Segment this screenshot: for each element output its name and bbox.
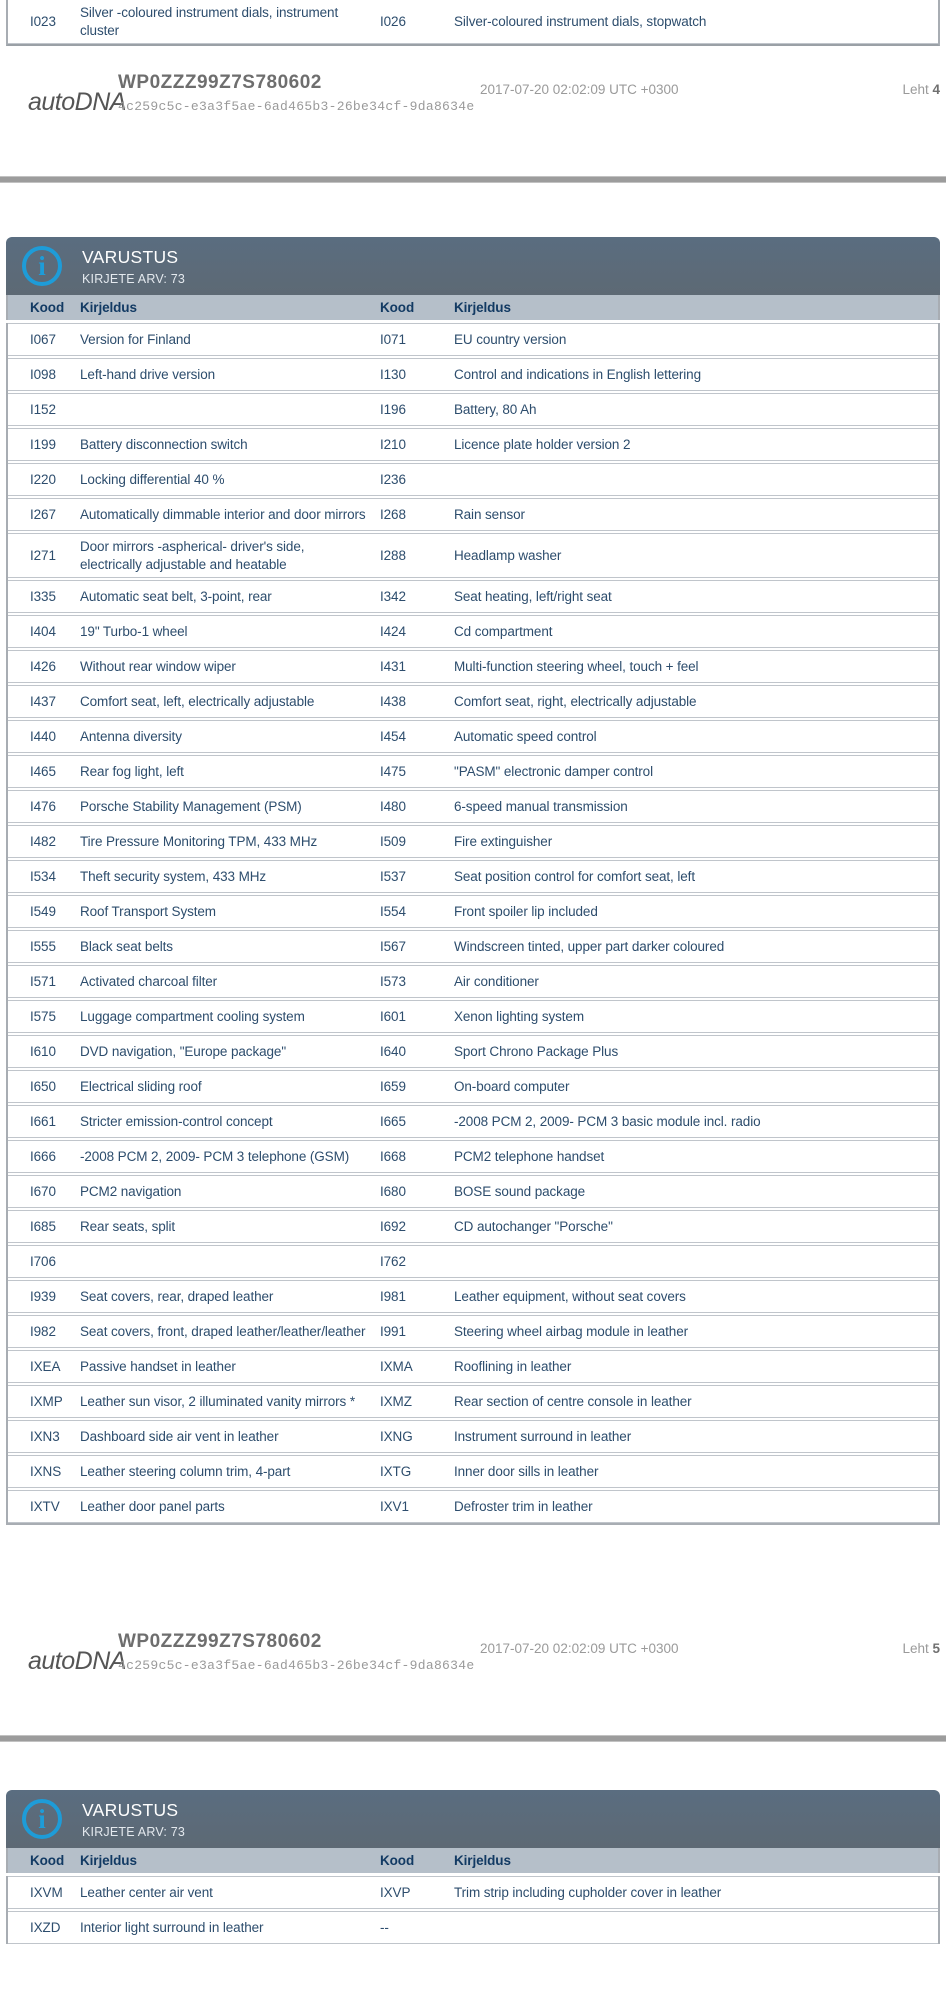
code-cell: I610 <box>30 1043 56 1059</box>
code-cell: I939 <box>30 1288 56 1304</box>
code-cell: IXTV <box>30 1498 60 1514</box>
table-row <box>8 1420 938 1453</box>
description-cell: -2008 PCM 2, 2009- PCM 3 basic module incl. radio <box>454 1113 761 1129</box>
code-cell: I220 <box>30 471 56 487</box>
table-row <box>8 1350 938 1383</box>
table-row <box>8 428 938 461</box>
code-cell: I659 <box>380 1078 406 1094</box>
code-cell: I685 <box>30 1218 56 1234</box>
report-hash: 4c259c5c-e3a3f5ae-6ad465b3-26be34cf-9da8634e <box>118 1658 475 1674</box>
description-cell: Rooflining in leather <box>454 1358 572 1374</box>
table-row <box>8 1315 938 1348</box>
code-cell: I271 <box>30 547 56 563</box>
table-row <box>8 1455 938 1488</box>
table-row <box>8 580 938 613</box>
table-row <box>8 1070 938 1103</box>
code-cell: IXV1 <box>380 1498 409 1514</box>
description-cell: Comfort seat, right, electrically adjustable <box>454 693 697 709</box>
description-cell: PCM2 telephone handset <box>454 1148 605 1164</box>
code-cell: IXNG <box>380 1428 413 1444</box>
code-cell: I668 <box>380 1148 406 1164</box>
section-title: VARUSTUS <box>82 1799 179 1820</box>
equipment-table <box>6 1876 940 1944</box>
code-cell: I152 <box>30 401 56 417</box>
description-cell: Without rear window wiper <box>80 658 236 674</box>
description-cell: CD autochanger "Porsche" <box>454 1218 613 1234</box>
column-header-kood: Kood <box>30 1852 65 1868</box>
description-cell: Automatically dimmable interior and door mirrors <box>80 506 366 522</box>
code-cell: IXMP <box>30 1393 63 1409</box>
code-cell: I210 <box>380 436 406 452</box>
equipment-table <box>6 323 940 1525</box>
description-cell: Fire extinguisher <box>454 833 553 849</box>
code-cell: I067 <box>30 331 56 347</box>
description-cell: Seat covers, front, draped leather/leather/leather <box>80 1323 366 1339</box>
code-cell: I071 <box>380 331 406 347</box>
autodna-logo: autoDNA <box>28 88 126 117</box>
table-row <box>8 1175 938 1208</box>
code-cell: I680 <box>380 1183 406 1199</box>
code-cell: IXEA <box>30 1358 61 1374</box>
code-cell: I465 <box>30 763 56 779</box>
description-cell: EU country version <box>454 331 567 347</box>
description-cell: Luggage compartment cooling system <box>80 1008 305 1024</box>
table-row <box>8 533 938 578</box>
vin-block <box>118 1631 474 1673</box>
code-cell: I573 <box>380 973 406 989</box>
description-cell: DVD navigation, "Europe package" <box>80 1043 287 1059</box>
description-cell: Passive handset in leather <box>80 1358 236 1374</box>
code-cell: I692 <box>380 1218 406 1234</box>
table-row <box>8 615 938 648</box>
description-cell: Left-hand drive version <box>80 366 216 382</box>
code-cell: I991 <box>380 1323 406 1339</box>
code-cell: I196 <box>380 401 406 417</box>
code-cell: I342 <box>380 588 406 604</box>
table-row <box>8 463 938 496</box>
code-cell: I199 <box>30 436 56 452</box>
records-count: KIRJETE ARV: 73 <box>82 271 186 286</box>
code-cell: I575 <box>30 1008 56 1024</box>
code-cell: I509 <box>380 833 406 849</box>
column-header-kirjeldus: Kirjeldus <box>454 299 511 315</box>
code-cell: I335 <box>30 588 56 604</box>
description-cell: Air conditioner <box>454 973 539 989</box>
report-footer <box>0 46 946 176</box>
description-cell: Rain sensor <box>454 506 525 522</box>
records-count: KIRJETE ARV: 73 <box>82 1824 186 1839</box>
code-cell: I431 <box>380 658 406 674</box>
description-cell: Porsche Stability Management (PSM) <box>80 798 302 814</box>
column-header-kirjeldus: Kirjeldus <box>80 1852 137 1868</box>
code-cell: I554 <box>380 903 406 919</box>
table-row <box>8 1000 938 1033</box>
info-icon: i <box>22 1799 62 1839</box>
description-cell: Control and indications in English lettering <box>454 366 701 382</box>
table-row <box>8 1105 938 1138</box>
code-cell: I288 <box>380 547 406 563</box>
code-cell: IXN3 <box>30 1428 60 1444</box>
description-cell: Seat heating, left/right seat <box>454 588 612 604</box>
description-cell: Cd compartment <box>454 623 553 639</box>
code-cell: I426 <box>30 658 56 674</box>
description-cell: Leather steering column trim, 4-part <box>80 1463 291 1479</box>
description-cell: Rear fog light, left <box>80 763 184 779</box>
code-cell: IXZD <box>30 1919 61 1935</box>
description-cell: Black seat belts <box>80 938 173 954</box>
table-row <box>8 930 938 963</box>
code-cell: I601 <box>380 1008 406 1024</box>
description-cell: Trim strip including cupholder cover in leather <box>454 1884 722 1900</box>
description-cell: Leather center air vent <box>80 1884 213 1900</box>
table-row <box>8 393 938 426</box>
page-separator <box>0 176 946 183</box>
code-cell: I567 <box>380 938 406 954</box>
column-header-kirjeldus: Kirjeldus <box>454 1852 511 1868</box>
code-cell: IXTG <box>380 1463 412 1479</box>
description-cell: PCM2 navigation <box>80 1183 182 1199</box>
description-cell: Silver -coloured instrument dials, instrument cluster <box>80 5 339 38</box>
code-cell: I476 <box>30 798 56 814</box>
equipment-section <box>0 1790 946 1944</box>
description-cell: Windscreen tinted, upper part darker coloured <box>454 938 725 954</box>
table-row <box>8 323 938 356</box>
description-cell: Antenna diversity <box>80 728 182 744</box>
code-cell: I026 <box>380 13 406 29</box>
code-cell: IXNS <box>30 1463 62 1479</box>
table-row <box>8 720 938 753</box>
equipment-table-partial <box>6 0 940 46</box>
code-cell: I424 <box>380 623 406 639</box>
table-row <box>8 1210 938 1243</box>
section-header <box>6 1790 940 1848</box>
report-hash: 4c259c5c-e3a3f5ae-6ad465b3-26be34cf-9da8634e <box>118 99 475 115</box>
description-cell: 19" Turbo-1 wheel <box>80 623 188 639</box>
description-cell: Automatic speed control <box>454 728 597 744</box>
equipment-section <box>0 237 946 1525</box>
code-cell: I982 <box>30 1323 56 1339</box>
table-row <box>8 685 938 718</box>
description-cell: Comfort seat, left, electrically adjustable <box>80 693 315 709</box>
description-cell: Silver-coloured instrument dials, stopwatch <box>454 13 707 29</box>
description-cell: Sport Chrono Package Plus <box>454 1043 619 1059</box>
code-cell: I268 <box>380 506 406 522</box>
section-title: VARUSTUS <box>82 246 179 267</box>
code-cell: I130 <box>380 366 406 382</box>
description-cell: Steering wheel airbag module in leather <box>454 1323 688 1339</box>
autodna-logo: autoDNA <box>28 1647 126 1676</box>
code-cell: I404 <box>30 623 56 639</box>
column-header-kood: Kood <box>30 299 65 315</box>
page-number: Leht 5 <box>902 1641 940 1657</box>
code-cell: I454 <box>380 728 406 744</box>
code-cell: I267 <box>30 506 56 522</box>
code-cell: I438 <box>380 693 406 709</box>
code-cell: I981 <box>380 1288 406 1304</box>
description-cell: Leather door panel parts <box>80 1498 225 1514</box>
description-cell: Defroster trim in leather <box>454 1498 593 1514</box>
table-row <box>8 1385 938 1418</box>
description-cell: Rear section of centre console in leather <box>454 1393 692 1409</box>
description-cell: Locking differential 40 % <box>80 471 225 487</box>
description-cell: Inner door sills in leather <box>454 1463 599 1479</box>
report-footer <box>0 1605 946 1735</box>
code-cell: I665 <box>380 1113 406 1129</box>
description-cell: Automatic seat belt, 3-point, rear <box>80 588 272 604</box>
table-row <box>8 498 938 531</box>
description-cell: Battery, 80 Ah <box>454 401 537 417</box>
description-cell: Version for Finland <box>80 331 191 347</box>
code-cell: I437 <box>30 693 56 709</box>
page-separator <box>0 1735 946 1742</box>
description-cell: Xenon lighting system <box>454 1008 584 1024</box>
section-header <box>6 237 940 295</box>
code-cell: I762 <box>380 1253 406 1269</box>
page-number: Leht 4 <box>902 82 940 98</box>
description-cell: Theft security system, 433 MHz <box>80 868 267 884</box>
vin: WP0ZZZ99Z7S780602 <box>118 1631 322 1653</box>
description-cell: Electrical sliding roof <box>80 1078 202 1094</box>
info-icon: i <box>22 246 62 286</box>
description-cell: Roof Transport System <box>80 903 216 919</box>
vin: WP0ZZZ99Z7S780602 <box>118 72 322 94</box>
description-cell: Leather sun visor, 2 illuminated vanity mirrors * <box>80 1393 355 1409</box>
table-row <box>8 1035 938 1068</box>
table-row <box>8 1280 938 1313</box>
table-row <box>8 895 938 928</box>
code-cell: I098 <box>30 366 56 382</box>
code-cell: I666 <box>30 1148 56 1164</box>
description-cell: Dashboard side air vent in leather <box>80 1428 279 1444</box>
code-cell: I480 <box>380 798 406 814</box>
column-header-kood: Kood <box>380 1852 415 1868</box>
table-row <box>8 358 938 391</box>
description-cell: "PASM" electronic damper control <box>454 763 653 779</box>
code-cell: I640 <box>380 1043 406 1059</box>
column-header-kirjeldus: Kirjeldus <box>80 299 137 315</box>
code-cell: IXMA <box>380 1358 413 1374</box>
code-cell: I650 <box>30 1078 56 1094</box>
code-cell: I475 <box>380 763 406 779</box>
table-header-row <box>6 1848 940 1873</box>
code-cell: I661 <box>30 1113 56 1129</box>
code-cell: IXVP <box>380 1884 411 1900</box>
description-cell: Battery disconnection switch <box>80 436 248 452</box>
description-cell: Seat covers, rear, draped leather <box>80 1288 274 1304</box>
description-cell: Rear seats, split <box>80 1218 176 1234</box>
description-cell: BOSE sound package <box>454 1183 586 1199</box>
timestamp: 2017-07-20 02:02:09 UTC +0300 <box>480 82 679 98</box>
description-cell: Stricter emission-control concept <box>80 1113 273 1129</box>
code-cell: I534 <box>30 868 56 884</box>
timestamp: 2017-07-20 02:02:09 UTC +0300 <box>480 1641 679 1657</box>
description-cell: Instrument surround in leather <box>454 1428 632 1444</box>
code-cell: I670 <box>30 1183 56 1199</box>
description-cell: Multi-function steering wheel, touch + feel <box>454 658 699 674</box>
table-row <box>8 1245 938 1278</box>
description-cell: Headlamp washer <box>454 547 562 563</box>
table-row <box>8 1911 938 1944</box>
description-cell: Licence plate holder version 2 <box>454 436 631 452</box>
table-row <box>8 965 938 998</box>
table-row <box>8 825 938 858</box>
code-cell: I440 <box>30 728 56 744</box>
description-cell: On-board computer <box>454 1078 570 1094</box>
vin-block <box>118 72 474 114</box>
description-cell: 6-speed manual transmission <box>454 798 628 814</box>
table-row <box>8 1876 938 1909</box>
table-row <box>8 755 938 788</box>
description-cell: Seat position control for comfort seat, left <box>454 868 695 884</box>
description-cell: Leather equipment, without seat covers <box>454 1288 686 1304</box>
code-cell: I571 <box>30 973 56 989</box>
description-cell: Tire Pressure Monitoring TPM, 433 MHz <box>80 833 318 849</box>
code-cell: I023 <box>30 13 56 29</box>
code-cell: I549 <box>30 903 56 919</box>
code-cell: I706 <box>30 1253 56 1269</box>
code-cell: I482 <box>30 833 56 849</box>
code-cell: I236 <box>380 471 406 487</box>
description-cell: -2008 PCM 2, 2009- PCM 3 telephone (GSM) <box>80 1148 350 1164</box>
code-cell: -- <box>380 1919 389 1935</box>
table-row <box>8 1490 938 1523</box>
table-row <box>8 650 938 683</box>
description-cell: Activated charcoal filter <box>80 973 218 989</box>
description-cell: Interior light surround in leather <box>80 1919 264 1935</box>
table-row <box>8 0 938 44</box>
table-row <box>8 1140 938 1173</box>
code-cell: IXVM <box>30 1884 63 1900</box>
column-header-kood: Kood <box>380 299 415 315</box>
code-cell: IXMZ <box>380 1393 412 1409</box>
table-row <box>8 790 938 823</box>
code-cell: I555 <box>30 938 56 954</box>
description-cell: Door mirrors -aspherical- driver's side, electrically adjustable and heatable <box>80 539 305 572</box>
description-cell: Front spoiler lip included <box>454 903 598 919</box>
table-header-row <box>6 295 940 320</box>
code-cell: I537 <box>380 868 406 884</box>
table-row <box>8 860 938 893</box>
